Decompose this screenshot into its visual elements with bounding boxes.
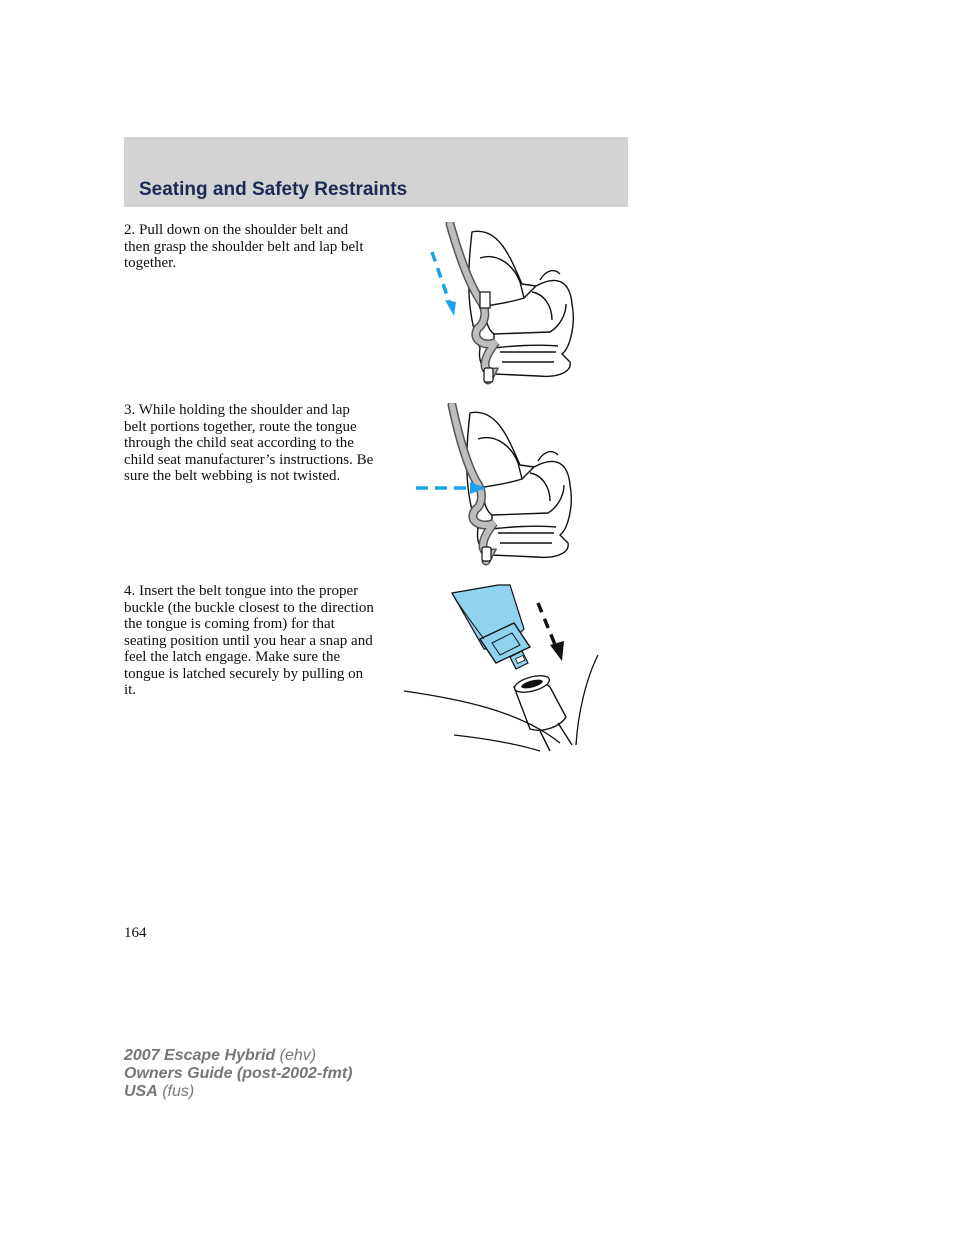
document-footer bbox=[124, 1047, 352, 1101]
child-seat-pull-belt-icon bbox=[420, 222, 590, 387]
footer-line-2: Owners Guide (post-2002-fmt) bbox=[124, 1065, 353, 1082]
footer-line-3: USA (fus) bbox=[124, 1083, 195, 1100]
child-seat-route-tongue-icon bbox=[410, 403, 580, 568]
section-title: Seating and Safety Restraints bbox=[139, 179, 408, 200]
page-number: 164 bbox=[124, 925, 147, 941]
buckle-insert-icon bbox=[400, 583, 605, 753]
step-4-text: 4. Insert the belt tongue into the proper buckle (the buckle closest to the direction the tongue is coming from) for that seating position until you hear a snap and feel the latch engage. Make sure the tongue is latched securely by pulling on it. bbox=[124, 583, 374, 698]
step-3-text: 3. While holding the shoulder and lap belt portions together, route the tongue through the child seat according to the child seat manufacturer’s instructions. Be sure the belt webbing is not twisted. bbox=[124, 402, 374, 484]
step-2-text: 2. Pull down on the shoulder belt and then grasp the shoulder belt and lap belt together. bbox=[124, 222, 364, 271]
section-header-band bbox=[124, 137, 628, 207]
footer-line-1: 2007 Escape Hybrid (ehv) bbox=[124, 1047, 317, 1064]
